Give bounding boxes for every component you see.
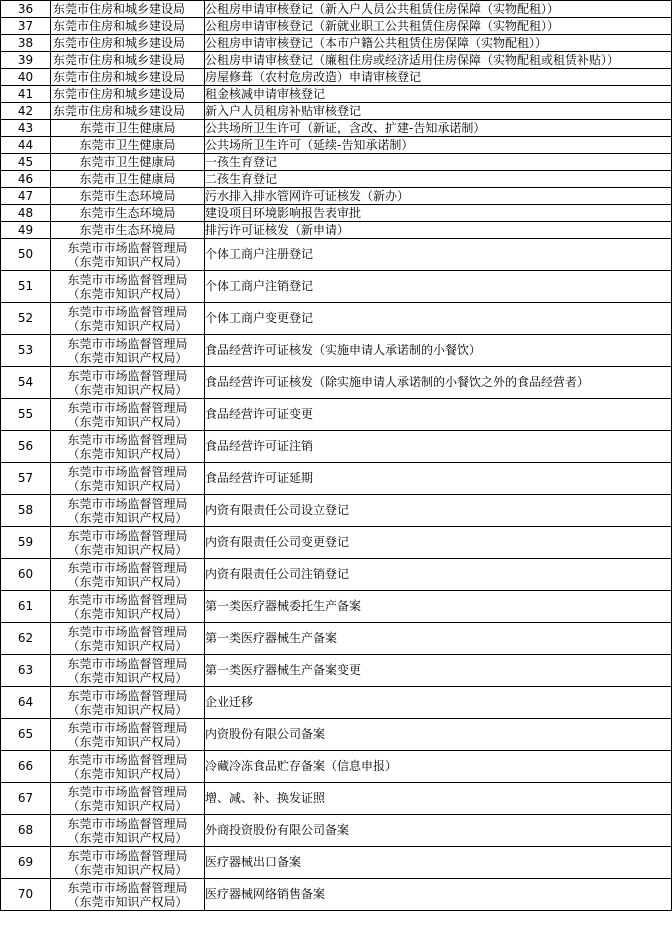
service-item: 内资有限责任公司变更登记: [205, 527, 672, 559]
row-number: 56: [1, 431, 51, 463]
department-cell: 东莞市住房和城乡建设局: [51, 18, 205, 35]
table-row: [1, 120, 672, 137]
department-alias: （东莞市知识产权局）: [67, 734, 188, 749]
service-item: 公共场所卫生许可（延续-告知承诺制）: [205, 137, 672, 154]
department-name: 东莞市市场监督管理局: [67, 752, 188, 767]
department-alias: （东莞市知识产权局）: [67, 638, 188, 653]
row-number: 57: [1, 463, 51, 495]
service-item: 房屋修葺（农村危房改造）申请审核登记: [205, 69, 672, 86]
service-item: 污水排入排水管网许可证核发（新办）: [205, 188, 672, 205]
service-item: 食品经营许可证核发（除实施申请人承诺制的小餐饮之外的食品经营者）: [205, 367, 672, 399]
department-cell: 东莞市生态环境局: [51, 222, 205, 239]
department-alias: （东莞市知识产权局）: [67, 798, 188, 813]
department-cell: [51, 431, 205, 463]
table-row: [1, 86, 672, 103]
department-name: 东莞市市场监督管理局: [67, 720, 188, 735]
service-item: 新入户人员租房补贴审核登记: [205, 103, 672, 120]
department-cell: 东莞市卫生健康局: [51, 154, 205, 171]
department-name: 东莞市市场监督管理局: [67, 272, 188, 287]
table-row: [1, 154, 672, 171]
table-row: [1, 271, 672, 303]
table-row: [1, 495, 672, 527]
department-cell: [51, 783, 205, 815]
department-cell: 东莞市住房和城乡建设局: [51, 103, 205, 120]
department-alias: （东莞市知识产权局）: [67, 830, 188, 845]
department-cell: [51, 271, 205, 303]
service-item: 内资股份有限公司备案: [205, 719, 672, 751]
department-cell: [51, 399, 205, 431]
service-item: 第一类医疗器械委托生产备案: [205, 591, 672, 623]
department-cell: 东莞市住房和城乡建设局: [51, 86, 205, 103]
department-cell: [51, 559, 205, 591]
row-number: 39: [1, 52, 51, 69]
row-number: 41: [1, 86, 51, 103]
table-row: [1, 171, 672, 188]
table-row: [1, 52, 672, 69]
service-item: 公租房申请审核登记（新入户人员公共租赁住房保障（实物配租））: [205, 1, 672, 18]
department-alias: （东莞市知识产权局）: [67, 670, 188, 685]
department-name: 东莞市市场监督管理局: [67, 400, 188, 415]
department-cell: [51, 719, 205, 751]
department-name: 东莞市市场监督管理局: [67, 496, 188, 511]
row-number: 63: [1, 655, 51, 687]
table-row: [1, 655, 672, 687]
service-item: 公租房申请审核登记（廉租住房或经济适用住房保障（实物配租或租赁补贴））: [205, 52, 672, 69]
department-alias: （东莞市知识产权局）: [67, 766, 188, 781]
department-name: 东莞市市场监督管理局: [67, 880, 188, 895]
department-alias: （东莞市知识产权局）: [67, 862, 188, 877]
row-number: 51: [1, 271, 51, 303]
table-row: [1, 367, 672, 399]
department-name: 东莞市市场监督管理局: [67, 560, 188, 575]
row-number: 46: [1, 171, 51, 188]
service-item: 个体工商户注销登记: [205, 271, 672, 303]
row-number: 44: [1, 137, 51, 154]
service-item: 医疗器械出口备案: [205, 847, 672, 879]
service-item: 企业迁移: [205, 687, 672, 719]
department-name: 东莞市市场监督管理局: [67, 592, 188, 607]
service-item: 个体工商户注册登记: [205, 239, 672, 271]
department-alias: （东莞市知识产权局）: [67, 254, 188, 269]
table-row: [1, 687, 672, 719]
row-number: 49: [1, 222, 51, 239]
row-number: 36: [1, 1, 51, 18]
department-alias: （东莞市知识产权局）: [67, 414, 188, 429]
service-item: 个体工商户变更登记: [205, 303, 672, 335]
department-cell: [51, 495, 205, 527]
row-number: 68: [1, 815, 51, 847]
department-cell: [51, 687, 205, 719]
department-cell: [51, 655, 205, 687]
department-name: 东莞市市场监督管理局: [67, 624, 188, 639]
table-row: [1, 335, 672, 367]
department-alias: （东莞市知识产权局）: [67, 318, 188, 333]
table-row: [1, 137, 672, 154]
service-item: 医疗器械网络销售备案: [205, 879, 672, 911]
department-name: 东莞市市场监督管理局: [67, 368, 188, 383]
department-name: 东莞市市场监督管理局: [67, 240, 188, 255]
row-number: 65: [1, 719, 51, 751]
department-cell: 东莞市住房和城乡建设局: [51, 52, 205, 69]
department-name: 东莞市市场监督管理局: [67, 528, 188, 543]
department-name: 东莞市市场监督管理局: [67, 688, 188, 703]
service-item: 排污许可证核发（新申请）: [205, 222, 672, 239]
row-number: 70: [1, 879, 51, 911]
row-number: 61: [1, 591, 51, 623]
row-number: 67: [1, 783, 51, 815]
department-cell: [51, 367, 205, 399]
service-item: 内资有限责任公司注销登记: [205, 559, 672, 591]
row-number: 38: [1, 35, 51, 52]
department-cell: [51, 239, 205, 271]
service-item: 第一类医疗器械生产备案变更: [205, 655, 672, 687]
department-name: 东莞市市场监督管理局: [67, 464, 188, 479]
service-item: 食品经营许可证变更: [205, 399, 672, 431]
table-row: [1, 815, 672, 847]
service-item: 外商投资股份有限公司备案: [205, 815, 672, 847]
service-item: 租金核减申请审核登记: [205, 86, 672, 103]
department-alias: （东莞市知识产权局）: [67, 542, 188, 557]
department-alias: （东莞市知识产权局）: [67, 446, 188, 461]
department-alias: （东莞市知识产权局）: [67, 510, 188, 525]
table-row: [1, 591, 672, 623]
table-row: [1, 1, 672, 18]
row-number: 60: [1, 559, 51, 591]
row-number: 52: [1, 303, 51, 335]
department-alias: （东莞市知识产权局）: [67, 606, 188, 621]
row-number: 54: [1, 367, 51, 399]
department-name: 东莞市市场监督管理局: [67, 816, 188, 831]
row-number: 37: [1, 18, 51, 35]
table-row: [1, 35, 672, 52]
row-number: 40: [1, 69, 51, 86]
table-row: [1, 18, 672, 35]
table-row: [1, 103, 672, 120]
department-cell: [51, 591, 205, 623]
department-alias: （东莞市知识产权局）: [67, 382, 188, 397]
table-row: [1, 623, 672, 655]
department-cell: [51, 879, 205, 911]
table-row: [1, 222, 672, 239]
services-table-body: [1, 1, 672, 911]
row-number: 66: [1, 751, 51, 783]
department-cell: [51, 751, 205, 783]
table-row: [1, 559, 672, 591]
department-cell: [51, 847, 205, 879]
department-cell: 东莞市生态环境局: [51, 188, 205, 205]
service-item: 公共场所卫生许可（新证，含改、扩建-告知承诺制）: [205, 120, 672, 137]
department-alias: （东莞市知识产权局）: [67, 894, 188, 909]
service-item: 增、减、补、换发证照: [205, 783, 672, 815]
row-number: 62: [1, 623, 51, 655]
table-row: [1, 205, 672, 222]
table-row: [1, 783, 672, 815]
row-number: 69: [1, 847, 51, 879]
department-cell: 东莞市住房和城乡建设局: [51, 69, 205, 86]
service-item: 公租房申请审核登记（本市户籍公共租赁住房保障（实物配租））: [205, 35, 672, 52]
department-cell: 东莞市卫生健康局: [51, 171, 205, 188]
department-cell: 东莞市生态环境局: [51, 205, 205, 222]
table-row: [1, 239, 672, 271]
department-cell: 东莞市卫生健康局: [51, 120, 205, 137]
row-number: 47: [1, 188, 51, 205]
service-item: 食品经营许可证注销: [205, 431, 672, 463]
department-cell: 东莞市住房和城乡建设局: [51, 35, 205, 52]
department-name: 东莞市市场监督管理局: [67, 848, 188, 863]
service-item: 食品经营许可证延期: [205, 463, 672, 495]
table-row: [1, 847, 672, 879]
row-number: 42: [1, 103, 51, 120]
row-number: 43: [1, 120, 51, 137]
row-number: 58: [1, 495, 51, 527]
service-item: 一孩生育登记: [205, 154, 672, 171]
service-item: 建设项目环境影响报告表审批: [205, 205, 672, 222]
department-cell: [51, 623, 205, 655]
department-cell: [51, 815, 205, 847]
row-number: 48: [1, 205, 51, 222]
table-row: [1, 719, 672, 751]
service-item: 二孩生育登记: [205, 171, 672, 188]
department-cell: [51, 527, 205, 559]
table-row: [1, 463, 672, 495]
department-alias: （东莞市知识产权局）: [67, 350, 188, 365]
table-row: [1, 188, 672, 205]
department-cell: 东莞市住房和城乡建设局: [51, 1, 205, 18]
service-item: 冷藏冷冻食品贮存备案（信息申报）: [205, 751, 672, 783]
service-item: 第一类医疗器械生产备案: [205, 623, 672, 655]
table-row: [1, 751, 672, 783]
table-row: [1, 303, 672, 335]
department-cell: [51, 303, 205, 335]
table-row: [1, 527, 672, 559]
department-name: 东莞市市场监督管理局: [67, 432, 188, 447]
department-name: 东莞市市场监督管理局: [67, 656, 188, 671]
department-name: 东莞市市场监督管理局: [67, 304, 188, 319]
department-alias: （东莞市知识产权局）: [67, 702, 188, 717]
row-number: 53: [1, 335, 51, 367]
row-number: 59: [1, 527, 51, 559]
department-cell: [51, 463, 205, 495]
row-number: 50: [1, 239, 51, 271]
service-item: 食品经营许可证核发（实施申请人承诺制的小餐饮）: [205, 335, 672, 367]
table-row: [1, 399, 672, 431]
department-cell: 东莞市卫生健康局: [51, 137, 205, 154]
department-alias: （东莞市知识产权局）: [67, 286, 188, 301]
table-row: [1, 431, 672, 463]
row-number: 55: [1, 399, 51, 431]
row-number: 64: [1, 687, 51, 719]
department-cell: [51, 335, 205, 367]
department-alias: （东莞市知识产权局）: [67, 478, 188, 493]
service-item: 公租房申请审核登记（新就业职工公共租赁住房保障（实物配租））: [205, 18, 672, 35]
row-number: 45: [1, 154, 51, 171]
department-name: 东莞市市场监督管理局: [67, 784, 188, 799]
table-row: [1, 69, 672, 86]
department-name: 东莞市市场监督管理局: [67, 336, 188, 351]
department-alias: （东莞市知识产权局）: [67, 574, 188, 589]
service-item: 内资有限责任公司设立登记: [205, 495, 672, 527]
table-row: [1, 879, 672, 911]
